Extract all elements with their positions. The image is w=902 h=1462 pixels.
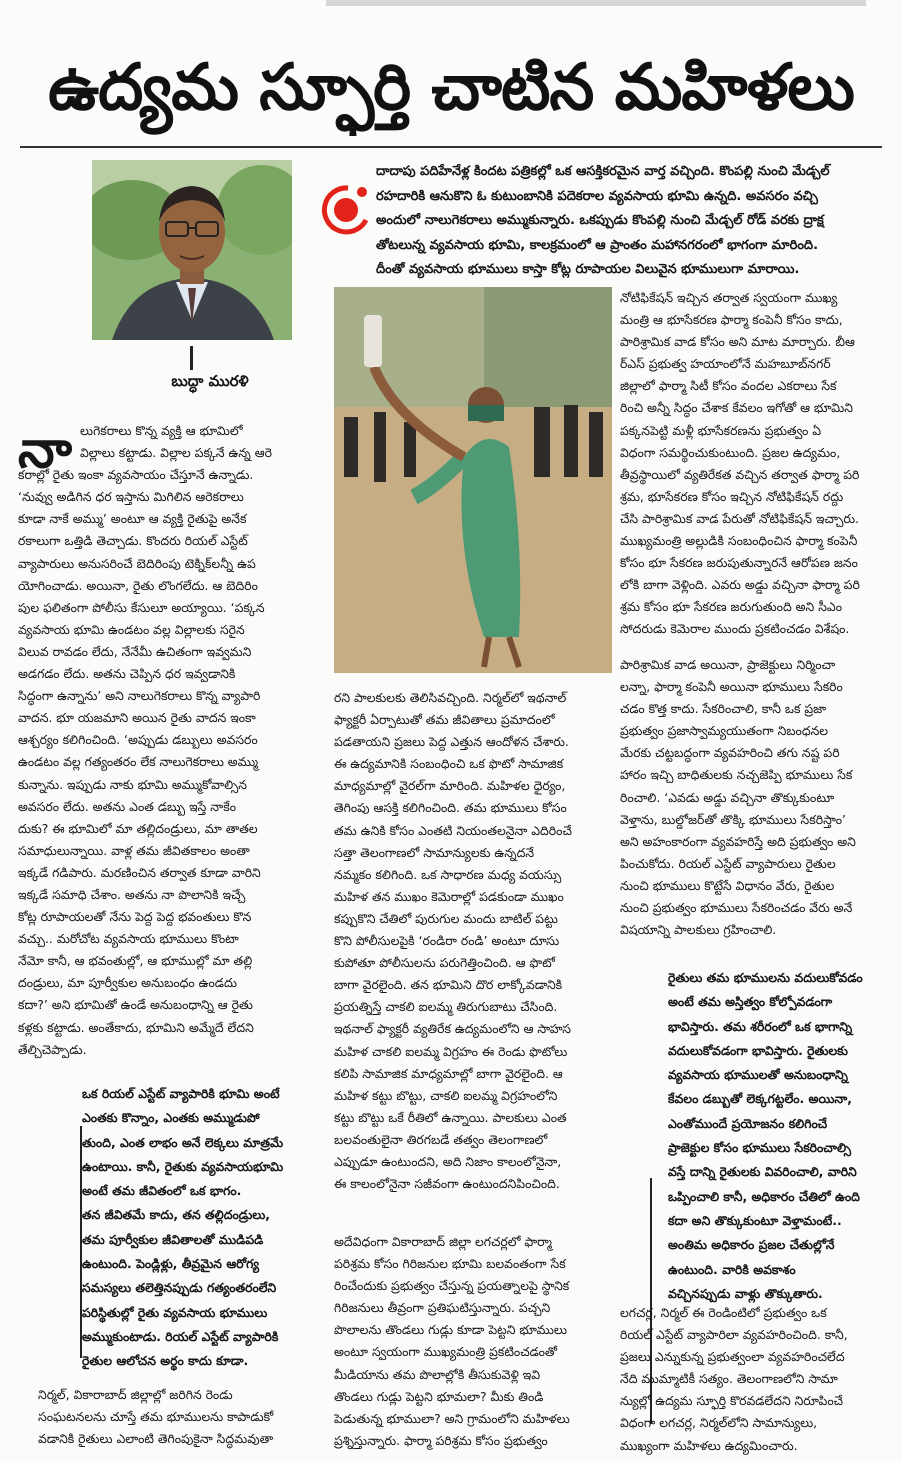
body-line: ప్రశ్నిస్తున్నారు. ఫార్మా పరిశ్రమ కోసం ప్రభుత్వం [334, 1432, 548, 1448]
author-portrait-image [92, 160, 292, 340]
body-line: ఇథనాల్ ఫ్యాక్టరీ వ్యతిరేక ఉద్యమంలోని ఆ సాహస [334, 1021, 571, 1037]
body-line: వచ్చు.. మరోచోట వ్యవసాయ భూములు కొంటా [18, 931, 239, 947]
pull-line: పరిస్థితుల్లో రైతు వ్యవసాయ భూములు [82, 1304, 268, 1320]
pull-line: ఉంటుంది. పెండ్లిళ్లు, తీవ్రమైన ఆరోగ్య [82, 1256, 259, 1272]
body-line: తమ ఉనికి కోసం ఎంతటి నియంతలనైనా ఎదిరించే [334, 822, 572, 838]
body-line: సమాధులున్నాయి. వాళ్ల తమ జీవితకాలం అంతా [18, 842, 250, 858]
body-line: వాదన. భూ యజమాని అయిన రైతు వాదన ఇంకా [18, 710, 256, 726]
pull-line: అంటే తమ అస్తిత్వం కోల్పోవడంగా [668, 994, 833, 1010]
page-top-strip [0, 0, 902, 34]
pull-line: తుంది, ఎంత లాభం అనే లెక్కలు మాత్రమే [82, 1134, 284, 1150]
body-line: తీవ్రస్థాయిలో వ్యతిరేకత వచ్చిన తర్వాత ఫార్మా పరి [620, 466, 860, 482]
body-line: కట్టు బొట్టు ఒకే రీతిలో ఉన్నాయి. పాలకులు ఎంత [334, 1109, 567, 1125]
body-line: ర్‌ఎస్ ప్రభుత్వ హయాంలోనే మహబూబ్‌నగర్ [620, 356, 831, 372]
body-line: పించుకోదు. రియల్ ఎస్టేట్ వ్యాపారులు రైతుల [620, 855, 836, 871]
intro-line: రహదారికి ఆనుకొని ఓ కుటుంబానికి పదెకరాల వ్యవసాయ భూమి ఉన్నది. అవసరం వచ్చి [376, 188, 818, 204]
body-line: యోగించాడు. అయినా, రైతు లొంగలేదు. ఆ బెదిరిం [18, 577, 258, 593]
body-line: ముఖ్యంగా మహిళలు ఉద్యమించారు. [620, 1437, 798, 1453]
body-line: ఫ్యాక్టరీ ఏర్పాటుతో తమ జీవితాలు ప్రమాదంలో [334, 712, 555, 728]
body-line: వ్యాపారులు అనుసరించే బెదిరింపు టెక్నిక్‌లన్నీ ఉప [18, 555, 256, 571]
author-photo [92, 160, 292, 340]
body-line: విధంగా సమర్థించుకుంటుంది. ప్రజల ఉద్యమం, [620, 444, 841, 460]
body-line: బలవంతులైనా తిరగబడే తత్వం తెలంగాణలో [334, 1131, 548, 1147]
body-line: నుంచి భూములు కొట్టేసే విధానం వేరు, రైతుల [620, 877, 835, 893]
body-line: చేసి పారిశ్రామిక వాడ పేరుతో నోటిఫికేషన్ ఇచ్చారు. [620, 510, 859, 526]
intro-line: దాదాపు పదిహేనేళ్ల కిందట పత్రికల్లో ఒక ఆసక్తికరమైన వార్త వచ్చింది. కొంపల్లి నుంచి మేడ్చల్ [376, 164, 830, 179]
column-2 [334, 687, 612, 1195]
headline-rule [20, 146, 882, 148]
body-line: పెడుతున్న భూములా? అని గ్రామంలోని మహిళలు [334, 1410, 570, 1426]
column-3-middle [620, 654, 898, 941]
body-line: మహిళ తన ముఖం కెమెరాల్లో పడకుండా ముఖం [334, 888, 564, 904]
body-line: సిద్ధంగా ఉన్నాను’ అని నాలుగెకరాలు కొన్న వ్యాపారి [18, 688, 261, 704]
body-line: రించాలి. ‘ఎవడు అడ్డు వచ్చినా తొక్కుకుంటూ [620, 789, 835, 805]
intro-paragraph [376, 160, 882, 283]
body-line: ప్రయత్నిస్తే చాకలి ఐలమ్మ తిరుగుబాటు చేసింది. [334, 999, 558, 1015]
body-line: మహిళ చాకలి ఐలమ్మ విగ్రహం ఈ రెండు ఫొటోలు [334, 1043, 568, 1059]
body-line: పొలాలను తొండలు గుడ్లు కూడా పెట్టని భూములు [334, 1322, 567, 1338]
header-band [326, 0, 866, 6]
pull-line: ఎంతోముందే ప్రయోజనం కలిగించే [668, 1115, 828, 1131]
body-line: మాధ్యమాల్లో వైరల్‌గా మారింది. మహిళల ధైర్యం, [334, 778, 566, 794]
pull-line: ప్రాజెక్టుల కోసం భూములు సేకరించాల్సి [668, 1140, 852, 1156]
drop-cap: నా [18, 420, 73, 480]
body-line: ఎప్పుడూ ఉంటుందని, అది నిజాం కాలంలోనైనా, [334, 1153, 562, 1169]
body-line: కోట్ల రూపాయలతో నేను పెద్ద పెద్ద భవంతులు కొన [18, 909, 252, 925]
body-line: నేది ముమ్మాటికీ సత్యం. తెలంగాణలోని సామా [620, 1371, 838, 1387]
body-line: ఇక్కడే గడిపారు. మరణించిన తర్వాత కూడా వారిని [18, 864, 261, 880]
author-divider [190, 346, 193, 370]
body-line: దుకు? ఈ భూమిలో మా తల్లిదండ్రులు, మా తాతల [18, 820, 258, 836]
body-line: బాగా వైరలైంది. తన భూమిని దొర లాక్కోవడానికి [334, 977, 563, 993]
pull-quote-1 [82, 1082, 308, 1374]
pull-line: అమ్ముకుంటాడు. రియల్ ఎస్టేట్ వ్యాపారికి [82, 1328, 279, 1344]
body-line: అవసరం లేదు. అతను ఎంత డబ్బు ఇస్తే నాకేం [18, 798, 237, 814]
pull-line: ఒప్పించాలి కానీ, అధికారం చేతిలో ఉంది [668, 1188, 860, 1204]
body-line: పారిశ్రామిక వాడ అయినా, ప్రాజెక్టులు నిర్మించా [620, 657, 836, 672]
body-line: కళ్లకు కట్టాడు. అంతేకాదు, భూమిని అమ్మేదే లేదని [18, 1019, 254, 1035]
column-1-end [38, 1384, 310, 1450]
body-line: కూడా నాకే అమ్ము’ అంటూ ఆ వ్యక్తి రైతుపై అనేక [18, 511, 247, 527]
pull-quote-2 [668, 966, 890, 1306]
body-line: కలిపి సామాజిక మాధ్యమాల్లో బాగా వైరలైంది. ఆ [334, 1065, 563, 1081]
column-3-end [620, 1302, 898, 1457]
body-line: జిల్లాలో ఫార్మా సిటీ కోసం వందల ఎకరాలు సేక [620, 378, 837, 394]
pull-line: తమ పూర్వీకుల జీవితాలతో ముడిపడి [82, 1231, 264, 1247]
body-line: కరాల్లో రైతు ఇంకా వ్యవసాయం చేస్తూనే ఉన్నాడు. [18, 467, 254, 483]
body-line: శ్రమ, భూసేకరణ కోసం ఇచ్చిన నోటిఫికేషన్ రద్దు [620, 488, 844, 504]
accent-dot-icon [318, 180, 370, 236]
headline: ఉద్యమ స్ఫూర్తి చాటిన మహిళలు [48, 51, 854, 125]
pull-line: వ్యవసాయ భూములతో అనుబంధాన్ని [668, 1067, 848, 1083]
body-line: ఈ కాలంలోనైనా సజీవంగా ఉంటుందనిపించింది. [334, 1176, 560, 1192]
body-line: విల్లాలు కట్టాడు. విల్లాల పక్కనే ఉన్న ఆరె [80, 445, 272, 461]
body-line: పారిశ్రామిక వాడ కోసం అని మాట మార్చారు. బీఆ [620, 334, 855, 350]
column-2-end [334, 1231, 612, 1452]
pull-line: వదులుకోవడంగా భావిస్తారు. రైతులకు [668, 1042, 848, 1058]
pull-line: కేవలం డబ్బుతో లెక్కగట్టలేం. అయినా, [668, 1091, 852, 1107]
body-line: కున్నాను. ఇప్పుడు నాకు భూమి అమ్ముకోవాల్సిన [18, 776, 247, 792]
body-line: అంటూ స్వయంగా ముఖ్యమంత్రి ప్రకటించడంతో [334, 1344, 557, 1360]
body-line: ముఖ్యమంత్రి అల్లుడికి సంబంధించిన ఫార్మా కంపెనీ [620, 533, 858, 549]
body-line: విలువ రావడం లేదు, నేనేమీ ఉచితంగా ఇవ్వమని [18, 643, 252, 659]
body-line: లోకి బాగా వెళ్లింది. ఎవరు అడ్డు వచ్చినా ఫార్మా పరి [620, 577, 860, 593]
intro-line: అందులో నాలుగెకరాలు అమ్ముకున్నారు. ఒకప్పుడు కొంపల్లి నుంచి మేడ్చల్ రోడ్ వరకు ద్రాక్ష [376, 213, 824, 228]
pull-line: అంతిమ అధికారం ప్రజల చేతుల్లోనే [668, 1237, 835, 1253]
intro-line: తోటలున్న వ్యవసాయ భూమి, కాలక్రమంలో ఆ ప్రాంతం మహానగరంలో భాగంగా మారింది. [376, 237, 819, 253]
pull-line: కదా అని తొక్కుకుంటూ వెళ్తామంటే.. [668, 1212, 842, 1228]
body-line: ఆశ్చర్యం కలిగించింది. ‘అప్పుడు డబ్బులు అవసరం [18, 732, 258, 748]
body-line: నుంచి ప్రభుత్వం భూములు సేకరించడం వేరు అనే [620, 900, 853, 916]
protest-photo [334, 287, 612, 673]
body-line: ఈ ఉద్యమానికి సంబంధించి ఒక ఫొటో సామాజిక [334, 756, 564, 772]
body-line: శ్రమ కోసం భూ సేకరణ జరుగుతుంది అని సీఎం [620, 599, 842, 615]
body-line: కదా?’ అని భూమితో ఉండే అనుబంధాన్ని ఆ రైతు [18, 997, 253, 1013]
body-line: రించేందుకు ప్రభుత్వం చేస్తున్న ప్రయత్నాలపై స్థానిక [334, 1278, 570, 1294]
body-line: అడగడం లేదు. అతను చెప్పిన ధర ఇవ్వడానికి [18, 666, 236, 682]
body-line: తేల్చిచెప్పాడు. [18, 1041, 87, 1057]
column-1 [18, 420, 310, 1061]
body-line: ఇక్కడే సమాధి చేశాం. అతను నా పొలానికి ఇచ్చే [18, 886, 246, 902]
body-line: ఉండటం వల్ల గత్యంతరం లేక నాలుగెకరాలు అమ్ము [18, 754, 259, 770]
body-line: అని అహంకారంగా వ్యవహరిస్తే అది ప్రభుత్వం అని [620, 833, 856, 849]
body-line: ప్రజలు ఎన్నుకున్న ప్రభుత్వంలా వ్యవహరించలేద [620, 1349, 845, 1365]
body-line: హారం ఇచ్చి బాధితులకు నచ్చజెప్పి భూములు సేక [620, 767, 853, 783]
pull-line: ఒక రియల్ ఎస్టేట్ వ్యాపారికి భూమి అంటే [82, 1086, 280, 1101]
body-line: లన్నా, ఫార్మా కంపెనీ అయినా భూములు సేకరిం [620, 679, 843, 695]
intro-line: దీంతో వ్యవసాయ భూములు కాస్తా కోట్ల రూపాయల విలువైన భూములుగా మారాయి. [376, 262, 800, 277]
column-3 [620, 287, 898, 641]
pull-line: భావిస్తారు. తమ శరీరంలో ఒక భాగాన్ని [668, 1018, 853, 1034]
pull-line: ఉంటుంది. వారికి అవకాశం [668, 1261, 796, 1277]
body-line: సత్తా తెలంగాణలో సామాన్యులకు ఉన్నదనే [334, 844, 535, 860]
body-line: రించి అన్నీ సిద్ధం చేశాక కేవలం ఇగోతో ఆ భూమిని [620, 400, 853, 416]
body-line: రని పాలకులకు తెలిసివచ్చింది. నిర్మల్‌లో ఇథనాల్ [334, 690, 567, 705]
pull-line: తన జీవితమే కాదు, తన తల్లిదండ్రులు, [82, 1207, 271, 1223]
body-line: అదేవిధంగా వికారాబాద్ జిల్లా లగచర్లలో ఫార్మా [334, 1234, 552, 1249]
body-line: విషయాన్ని పాలకులు గ్రహించాలి. [620, 922, 777, 938]
pull-line: ఎంతకు కొన్నాం, ఎంతకు అమ్ముడుపో [82, 1110, 260, 1126]
body-line: తెగింపు ఆసక్తి కలిగించింది. తమ భూములు కోసం [334, 800, 567, 816]
pull-line: అంటే తమ జీవితంలో ఒక భాగం. [82, 1183, 242, 1199]
body-line: ప్రభుత్వం ప్రజాస్వామ్యయుతంగా నిబంధనల [620, 723, 829, 739]
body-line: వెళ్తాను, బుల్డోజర్‌తో తొక్కి భూములు సేకరిస్తాం’ [620, 811, 846, 827]
body-line: నమ్మకం కలిగింది. ఒక సాధారణ మధ్య వయస్సు [334, 866, 562, 882]
body-line: మహిళ కట్టు బొట్టు, చాకలి ఐలమ్మ విగ్రహంలోని [334, 1087, 558, 1103]
body-line: తొండలు గుడ్లు పెట్టని భూమలా? మీకు తిండి [334, 1388, 544, 1404]
pull-line: రైతుల ఆలోచన అర్థం కాదు కూడా. [82, 1353, 249, 1369]
body-line: మంత్రి ఆ భూసేకరణ ఫార్మా కంపెనీ కోసం కాదు, [620, 312, 843, 328]
body-line: నోటిఫికేషన్ ఇచ్చిన తర్వాత స్వయంగా ముఖ్య [620, 290, 838, 305]
pull-line: ఉంటాయి. కానీ, రైతుకు వ్యవసాయభూమి [82, 1158, 284, 1174]
pull-line: సమస్యలు తలెత్తినప్పుడు గత్యంతరంలేని [82, 1280, 277, 1296]
author-name: బుద్ధా మురళి [171, 372, 249, 390]
body-line: సోదరుడు కెమెరాల ముందు ప్రకటించడం విశేషం. [620, 621, 850, 637]
body-line: వ్యవసాయ భూమి ఉండటం వల్ల విల్లాలకు సరైన [18, 621, 245, 637]
body-line: కుపోతూ పోలీసులను పరుగెత్తించింది. ఆ ఫొటో [334, 955, 555, 971]
body-line: ‘నువ్వు అడిగిన ధర ఇస్తాను మిగిలిన ఆరెకరాలు [18, 489, 244, 505]
body-line: రకాలుగా ఒత్తిడి తెచ్చాడు. కొందరు రియల్ ఎస్టేట్ [18, 533, 248, 549]
pull-line: వచ్చినప్పుడు వాళ్లు తొక్కుతారు. [668, 1285, 823, 1301]
pull-line: రైతులు తమ భూములను వదులుకోవడం [668, 970, 863, 985]
body-line: చడం కొత్త కాదు. సేకరించాలి, కానీ ఒక ప్రజా [620, 701, 827, 717]
body-line: నేమో కానీ, ఆ భవంతుల్లో, ఆ భూముల్లో మా తల్లి [18, 953, 253, 969]
body-line: పడతాయని ప్రజలు పెద్ద ఎత్తున ఆందోళన చేశారు. [334, 734, 569, 750]
body-line: వడానికి రైతులు ఎలాంటి తెగింపుకైనా సిద్ధమవుతా [38, 1431, 274, 1447]
body-line: పుల ఫలితంగా పోలీసు కేసులూ అయ్యాయి. ‘పక్కన [18, 599, 265, 615]
body-line: కొని పోలీసులపైకి ‘రండిరా రండి’ అంటూ దూసు [334, 933, 560, 949]
body-line: కోసం భూ సేకరణ జరుపుతున్నారనే ఆరోపణ జనం [620, 555, 858, 571]
body-line: లగచర్ల, నిర్మల్ ఈ రెండింటిలో ప్రభుత్వం ఒక [620, 1305, 827, 1320]
body-line: విధంగా లగచర్ల, నిర్మల్‌లోని సామాన్యులు, [620, 1415, 818, 1431]
body-line: దండ్రులు, మా పూర్వీకుల అనుబంధం ఉండదు [18, 975, 237, 991]
body-line: పక్కనపెట్టి మళ్లీ భూసేకరణను ప్రభుత్వం ఏ [620, 422, 822, 438]
body-line: మీడియాను తమ పొలాల్లోకి తీసుకువెళ్లి ఇవి [334, 1366, 541, 1382]
body-line: మేరకు చట్టబద్ధంగా వ్యవహరించి తగు నష్ట పరి [620, 745, 840, 761]
body-line: రియల్ ఎస్టేట్ వ్యాపారిలా వ్యవహరించింది. కానీ, [620, 1327, 848, 1343]
body-line: సంఘటనలను చూస్తే తమ భూములను కాపాడుకో [38, 1409, 274, 1425]
body-line: లుగెకరాలు కొన్న వ్యక్తి ఆ భూమిలో [80, 423, 243, 438]
body-line: న్యుల్లో ఉద్యమ స్ఫూర్తి కొరవడలేదని నిరూపించే [620, 1393, 844, 1409]
body-line: గిరిజనులు తీవ్రంగా ప్రతిఘటిస్తున్నారు. పచ్చని [334, 1300, 551, 1316]
body-line: నిర్మల్, వికారాబాద్ జిల్లాల్లో జరిగిన రెండు [38, 1387, 233, 1402]
body-line: కప్పుకొని చేతిలో పురుగుల మందు బాటిల్ పట్టు [334, 910, 558, 926]
pull-line: వస్తే దాన్ని రైతులకు వివరించాలి, వారిని [668, 1164, 857, 1180]
protest-woman-image [334, 287, 612, 673]
body-line: పరిశ్రమ కోసం గిరిజనుల భూమి బలవంతంగా సేక [334, 1256, 566, 1272]
